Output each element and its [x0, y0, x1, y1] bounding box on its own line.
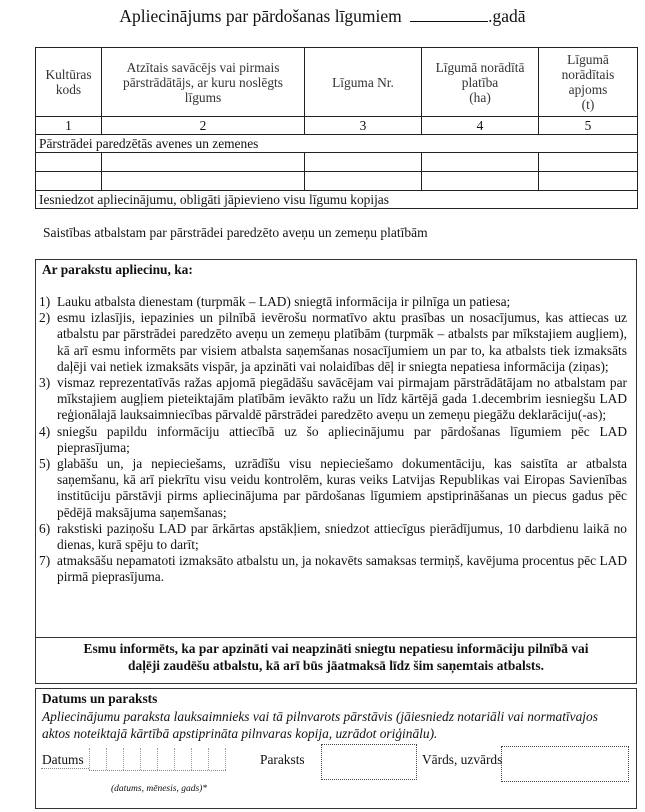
footer-note: Iesniedzot apliecinājumu, obligāti jāpievieno visu līgumu kopijas — [36, 191, 638, 209]
declaration-item — [39, 310, 627, 375]
contract-no-cell[interactable] — [305, 172, 422, 191]
signature-label: Paraksts — [260, 752, 305, 767]
area-cell[interactable] — [422, 172, 539, 191]
date-digit-box[interactable] — [191, 748, 208, 770]
item-number: 3) — [39, 375, 51, 391]
name-field[interactable] — [501, 746, 629, 782]
notice-line: daļēji zaudēšu atbalstu, kā arī būs jāatmaksā līdz šim saņemtais atbalsts. — [128, 657, 544, 673]
item-text: atmaksāšu nepamatoti izmaksāto atbalstu un, ja nokavēts samaksas termiņš, kavējuma procentus pēc LAD pirmā pieprasījuma. — [57, 553, 627, 585]
column-number: 3 — [305, 117, 422, 135]
column-header-crop-code — [36, 48, 102, 117]
column-number: 2 — [102, 117, 305, 135]
column-number-row — [36, 117, 638, 135]
date-digit-box[interactable] — [208, 748, 226, 770]
declaration-item — [39, 553, 627, 585]
item-number: 7) — [39, 553, 51, 569]
declaration-item — [39, 424, 627, 456]
declaration-item — [39, 294, 627, 310]
date-digit-box[interactable] — [106, 748, 123, 770]
year-field[interactable] — [410, 7, 488, 22]
name-label: Vārds, uzvārds — [422, 752, 503, 767]
date-label-underline — [41, 768, 89, 769]
collector-cell[interactable] — [102, 153, 305, 172]
commitments-heading: Saistības atbalstam par pārstrādei paredzēto aveņu un zemeņu platībām — [43, 225, 428, 240]
date-input[interactable] — [89, 748, 226, 771]
item-text: sniegšu papildu informāciju attiecībā uz šo apliecinājumu par pārdošanas līgumiem pēc LAD pieprasījuma; — [57, 423, 627, 455]
header-line: Līguma Nr. — [332, 74, 394, 90]
collector-cell[interactable] — [102, 172, 305, 191]
crop-code-cell[interactable] — [36, 153, 102, 172]
declaration-item — [39, 456, 627, 521]
liability-notice — [36, 637, 636, 683]
declaration-title: Ar parakstu apliecinu, ka: — [42, 262, 193, 277]
header-line: Līgumā — [567, 52, 609, 67]
column-number: 4 — [422, 117, 539, 135]
header-line: Kultūras — [45, 67, 92, 82]
area-cell[interactable] — [422, 153, 539, 172]
item-text: rakstiski paziņošu LAD par ārkārtas apstākļiem, sniedzot attiecīgus pierādījumus, 10 darbdienu laikā no dienas, kurā spēju to darīt; — [57, 520, 627, 553]
header-line: pārstrādātājs, ar kuru noslēgts — [123, 74, 283, 90]
column-header-area — [422, 48, 539, 117]
header-line: Līgumā norādītā — [435, 59, 525, 75]
section-row — [36, 135, 638, 153]
date-label: Datums — [42, 752, 84, 767]
date-digit-box[interactable] — [174, 748, 191, 770]
contracts-table — [35, 47, 638, 209]
item-text: vismaz reprezentatīvās ražas apjomā piegādāšu savācējam vai pirmajam pārstrādātājam no atbalstam par mīkstajiem augļiem pieteiktajām platībām ievākto ražu un līdz kārtējā gada 1.decembrim iesniegšu LAD reģionālajā lauksaimniecības pārvaldē pārstrādei paredzēto aveņu un zemeņu piegāžu deklarāciju(-as); — [57, 375, 627, 423]
column-number: 5 — [539, 117, 638, 135]
item-text: Lauku atbalsta dienestam (turpmāk – LAD) sniegtā informācija ir pilnīga un patiesa; — [57, 294, 511, 309]
column-header-contract-no — [305, 48, 422, 117]
column-header-volume — [539, 48, 638, 117]
document-title — [0, 6, 645, 27]
header-line: kods — [55, 82, 82, 97]
item-number: 1) — [39, 294, 51, 309]
declaration-box — [35, 259, 637, 684]
item-number: 2) — [39, 310, 51, 326]
notice-line: Esmu informēts, ka par apzināti vai neapzināti sniegtu nepatiesu informāciju pilnībā vai — [83, 641, 589, 656]
footer-row — [36, 191, 638, 209]
volume-cell[interactable] — [539, 153, 638, 172]
header-line: (ha) — [469, 89, 491, 105]
item-text: esmu izlasījis, iepazinies un pilnībā ievērošu normatīvo aktu prasības un nosacījumus, kas attiecas uz atbalstu par pārstrādei paredzēto aveņu un zemeņu platībām (turpmāk – atbalsts par mīkstajiem augļiem), kā arī esmu informēts par visiem atbalsta saņemšanas nosacījumiem un par to, ka atbalsts tiek izmaksāts daļēji vai netiek izmaksāts vispār, ja apzināti vai nolaidības dēļ ir sniegta nepatiesa informācija (ziņas); — [57, 310, 627, 374]
date-digit-box[interactable] — [140, 748, 157, 770]
declaration-item — [39, 521, 627, 553]
item-text: glabāšu un, ja nepieciešams, uzrādīšu visu nepieciešamo dokumentāciju, kas saistīta ar atbalsta saņemšanu, kā arī piekrītu visu veidu kontrolēm, kuras veiks Latvijas Republikas vai Eiropas Savienības institūciju pārstāvji pirms apliecinājuma par pārdošanas līgumiem apstiprināšanas un piecus gadus pēc pēdējā maksājuma saņemšanas; — [57, 456, 627, 520]
signature-box — [35, 688, 637, 809]
title-suffix: .gadā — [488, 6, 526, 26]
item-number: 5) — [39, 456, 51, 472]
item-number: 4) — [39, 423, 51, 439]
title-prefix: Apliecinājums par pārdošanas līgumiem — [119, 6, 402, 26]
signature-field[interactable] — [321, 744, 417, 780]
crop-code-cell[interactable] — [36, 172, 102, 191]
header-line: platība — [461, 74, 499, 90]
date-digit-box[interactable] — [157, 748, 174, 770]
header-line: apjoms — [568, 82, 608, 97]
column-number: 1 — [36, 117, 102, 135]
table-row — [36, 153, 638, 172]
contract-no-cell[interactable] — [305, 153, 422, 172]
section-label: Pārstrādei paredzētās avenes un zemenes — [36, 135, 638, 153]
header-line: Atzītais savācējs vai pirmais — [126, 59, 280, 75]
volume-cell[interactable] — [539, 172, 638, 191]
signature-description: Apliecinājumu paraksta lauksaimnieks vai tā pilnvarots pārstāvis (jāiesniedz notariāli vai normatīvajos aktos noteiktajā kārtībā apstiprināta pilnvaras kopija, uzrādot oriģinālu). — [42, 709, 598, 741]
declaration-item — [39, 375, 627, 424]
table-row — [36, 172, 638, 191]
item-number: 6) — [39, 520, 51, 536]
header-line: līgums — [184, 89, 222, 105]
table-header-row — [36, 48, 638, 117]
signature-title: Datums un paraksts — [42, 691, 158, 706]
declaration-list — [39, 294, 627, 586]
date-hint: (datums, mēnesis, gads)* — [111, 784, 208, 794]
header-line: (t) — [581, 97, 595, 112]
date-digit-box[interactable] — [89, 748, 106, 770]
header-line: norādītais — [561, 67, 615, 82]
column-header-collector — [102, 48, 305, 117]
date-digit-box[interactable] — [123, 748, 140, 770]
